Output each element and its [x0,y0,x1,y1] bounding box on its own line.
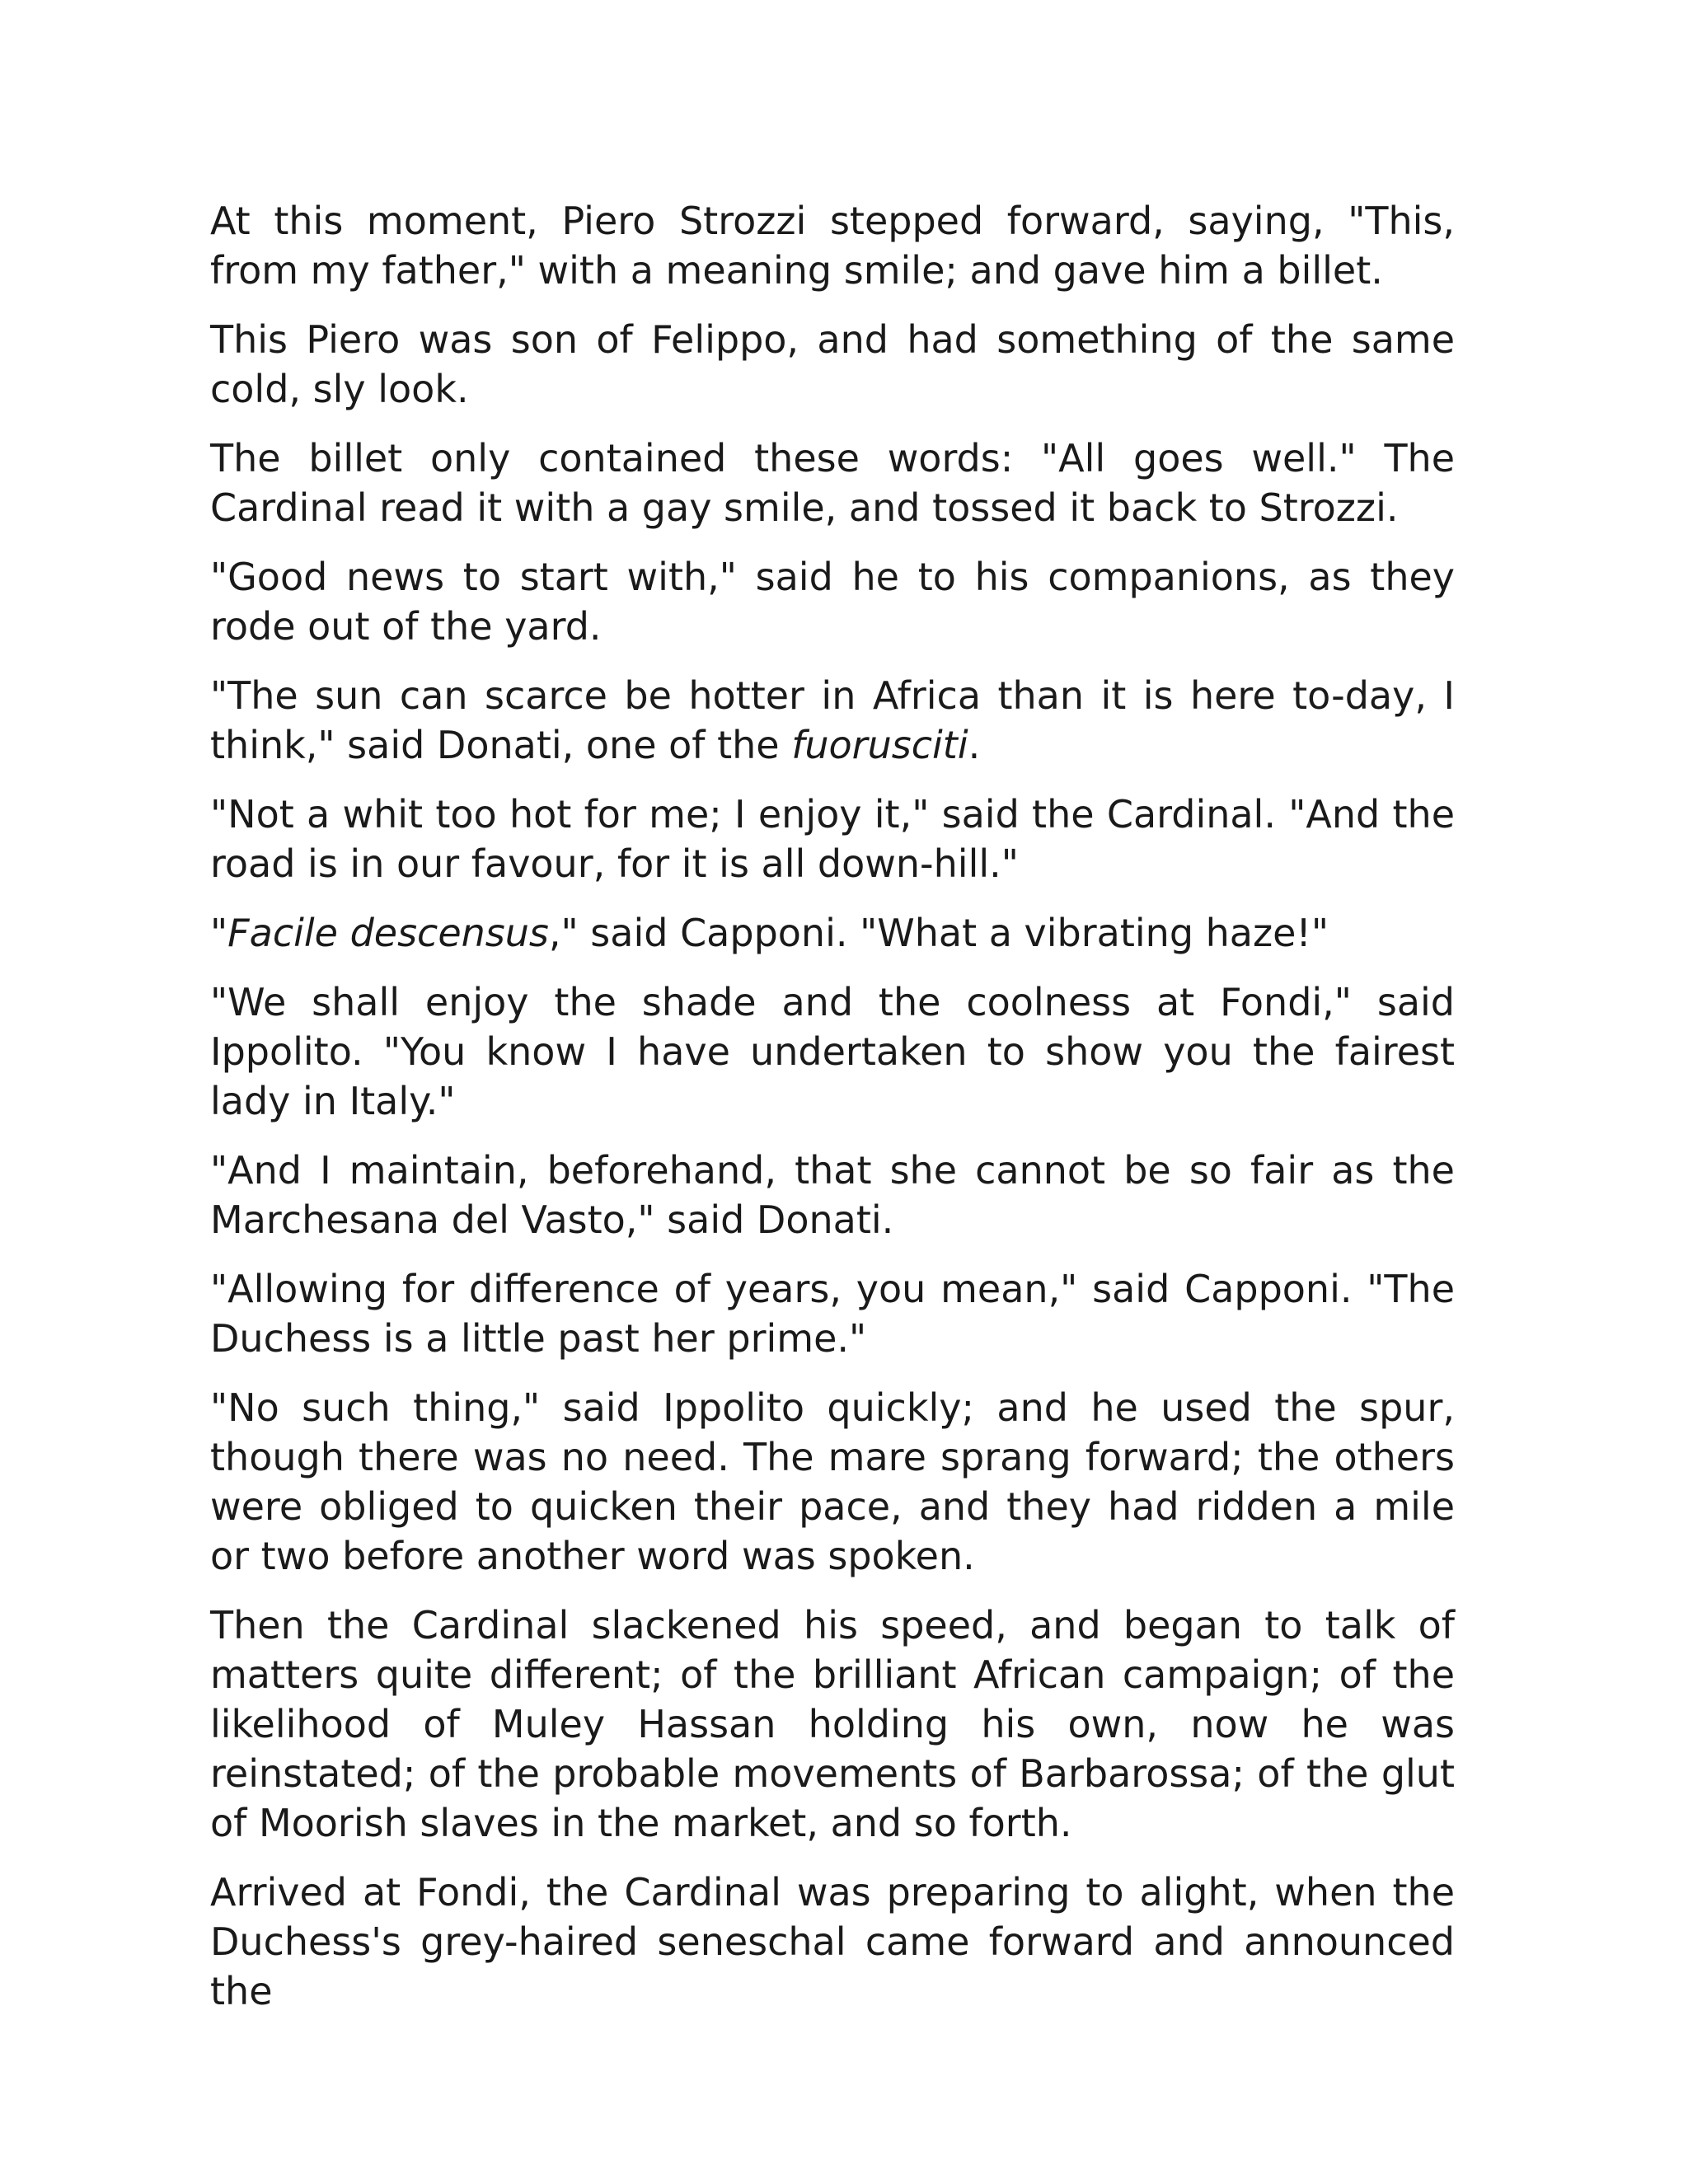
paragraph [210,1146,1455,1244]
paragraph [210,552,1455,651]
paragraph [210,1601,1455,1848]
paragraph [210,1264,1455,1363]
paragraph-text: " [210,911,228,955]
paragraph-text: "And I maintain, beforehand, that she cannot be so fair as the Marchesana del Vasto," said Donati. [210,1148,1455,1242]
paragraph [210,671,1455,770]
paragraph [210,790,1455,888]
paragraph-text: "Not a whit too hot for me; I enjoy it," said the Cardinal. "And the road is in our favour, for it is all down-hill." [210,792,1455,886]
paragraph-text: This Piero was son of Felippo, and had something of the same cold, sly look. [210,317,1455,411]
paragraph-text: "The sun can scarce be hotter in Africa than it is here to-day, I think," said Donati, one of the [210,673,1455,767]
paragraph [210,196,1455,295]
paragraph-text: Arrived at Fondi, the Cardinal was preparing to alight, when the Duchess's grey-haired seneschal came forward and announced the [210,1870,1455,2013]
paragraph-text: "No such thing," said Ippolito quickly; and he used the spur, though there was no need. The mare sprang forward; the others were obliged to quicken their pace, and they had ridden a mile or two before another word was spoken. [210,1385,1455,1578]
document-page [210,196,1455,2036]
paragraph-text: . [968,723,981,767]
paragraph [210,1383,1455,1581]
paragraph-text: "We shall enjoy the shade and the coolness at Fondi," said Ippolito. "You know I have undertaken to show you the fairest lady in Italy." [210,980,1455,1123]
paragraph-text: Then the Cardinal slackened his speed, and began to talk of matters quite different; of the brilliant African campaign; of the likelihood of Muley Hassan holding his own, now he was reinstated; of the probable movements of Barbarossa; of the glut of Moorish slaves in the market, and so forth. [210,1603,1455,1845]
paragraph [210,315,1455,414]
paragraph [210,434,1455,532]
paragraph-text: At this moment, Piero Strozzi stepped forward, saying, "This, from my father," with a meaning smile; and gave him a billet. [210,199,1455,293]
paragraph-text: ," said Capponi. "What a vibrating haze!" [548,911,1329,955]
paragraph-text: "Allowing for difference of years, you mean," said Capponi. "The Duchess is a little past her prime." [210,1267,1455,1361]
paragraph-text: "Good news to start with," said he to his companions, as they rode out of the yard. [210,555,1455,649]
paragraph [210,977,1455,1126]
italic-term: fuorusciti [791,723,968,767]
paragraph [210,908,1455,958]
paragraph [210,1868,1455,2016]
italic-phrase: Facile descensus [227,911,549,955]
paragraph-text: The billet only contained these words: "All goes well." The Cardinal read it with a gay smile, and tossed it back to Strozzi. [210,436,1455,530]
